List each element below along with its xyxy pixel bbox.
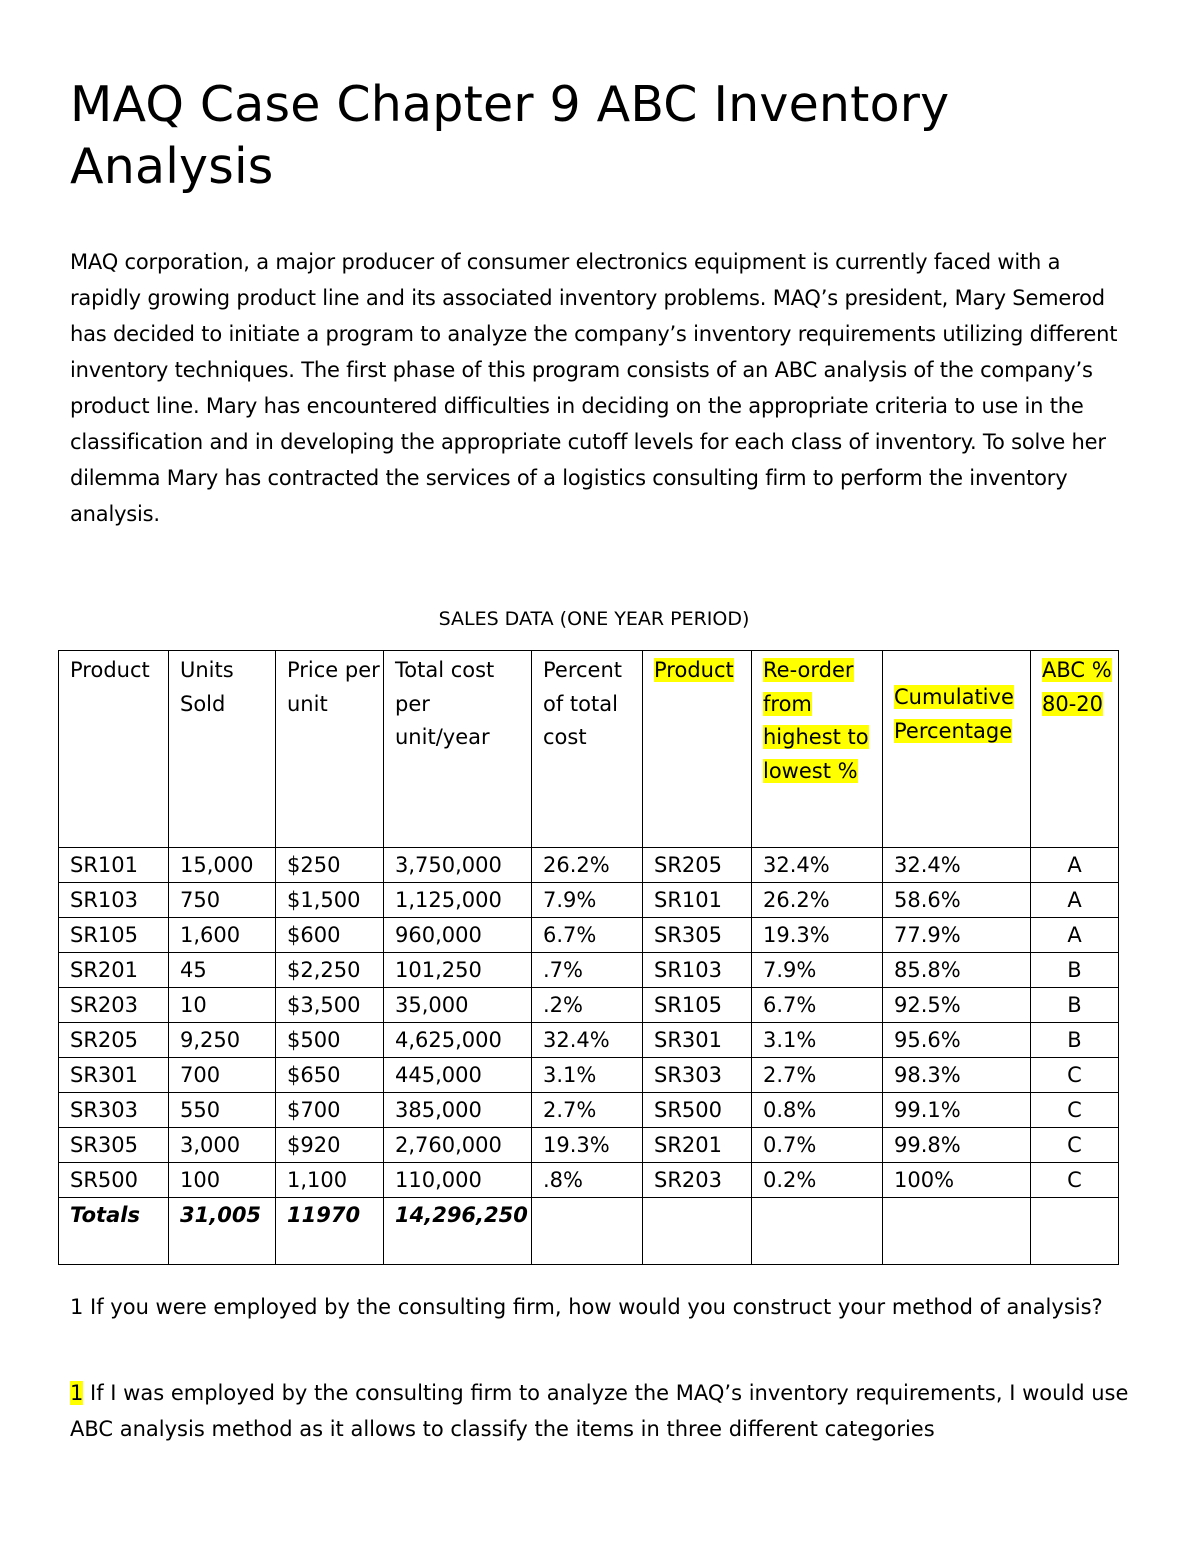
totals-row: [59, 1198, 1119, 1265]
cell-reorder-percent: 0.2%: [752, 1163, 883, 1198]
cell-price: $650: [276, 1058, 384, 1093]
cell-abc-class: A: [1031, 848, 1119, 883]
cell-reorder-percent: 19.3%: [752, 918, 883, 953]
cell-product-sorted: SR305: [643, 918, 752, 953]
cell-cumulative: 32.4%: [883, 848, 1031, 883]
cell-total-cost: 4,625,000: [384, 1023, 532, 1058]
totals-cell-price: 11970: [276, 1198, 384, 1265]
cell-price: $1,500: [276, 883, 384, 918]
table-row: [59, 953, 1119, 988]
cell-price: $2,250: [276, 953, 384, 988]
table-row: [59, 1023, 1119, 1058]
table-row: [59, 988, 1119, 1023]
cell-product: SR305: [59, 1128, 169, 1163]
cell-cumulative: 100%: [883, 1163, 1031, 1198]
totals-cell-percent: [532, 1198, 643, 1265]
cell-abc-class: A: [1031, 883, 1119, 918]
cell-cumulative: 99.8%: [883, 1128, 1031, 1163]
totals-cell-cumulative: [883, 1198, 1031, 1265]
cell-reorder-percent: 0.7%: [752, 1128, 883, 1163]
cell-percent: .7%: [532, 953, 643, 988]
cell-units-sold: 9,250: [169, 1023, 276, 1058]
cell-product: SR101: [59, 848, 169, 883]
cell-units-sold: 700: [169, 1058, 276, 1093]
cell-product: SR205: [59, 1023, 169, 1058]
cell-price: $250: [276, 848, 384, 883]
document-title: MAQ Case Chapter 9 ABC Inventory Analysis: [70, 76, 950, 195]
header-product: Product: [59, 651, 169, 848]
cell-product-sorted: SR500: [643, 1093, 752, 1128]
totals-cell-units-sold: 31,005: [169, 1198, 276, 1265]
cell-product: SR105: [59, 918, 169, 953]
cell-cumulative: 99.1%: [883, 1093, 1031, 1128]
table-row: [59, 1058, 1119, 1093]
cell-total-cost: 35,000: [384, 988, 532, 1023]
cell-percent: 32.4%: [532, 1023, 643, 1058]
answer-number: 1: [70, 1381, 84, 1405]
cell-units-sold: 3,000: [169, 1128, 276, 1163]
cell-total-cost: 101,250: [384, 953, 532, 988]
cell-total-cost: 3,750,000: [384, 848, 532, 883]
cell-total-cost: 385,000: [384, 1093, 532, 1128]
totals-cell-product: Totals: [59, 1198, 169, 1265]
header-total-cost: Total cost per unit/year: [384, 651, 532, 848]
cell-reorder-percent: 2.7%: [752, 1058, 883, 1093]
cell-cumulative: 92.5%: [883, 988, 1031, 1023]
cell-cumulative: 95.6%: [883, 1023, 1031, 1058]
table-row: [59, 918, 1119, 953]
cell-product: SR103: [59, 883, 169, 918]
table-row: [59, 1093, 1119, 1128]
cell-total-cost: 960,000: [384, 918, 532, 953]
cell-reorder-percent: 6.7%: [752, 988, 883, 1023]
sales-data-table: [58, 650, 1119, 1265]
cell-cumulative: 58.6%: [883, 883, 1031, 918]
cell-product: SR500: [59, 1163, 169, 1198]
cell-total-cost: 110,000: [384, 1163, 532, 1198]
cell-product-sorted: SR301: [643, 1023, 752, 1058]
cell-product-sorted: SR101: [643, 883, 752, 918]
cell-percent: 26.2%: [532, 848, 643, 883]
cell-percent: 2.7%: [532, 1093, 643, 1128]
cell-abc-class: C: [1031, 1163, 1119, 1198]
cell-total-cost: 445,000: [384, 1058, 532, 1093]
cell-percent: 3.1%: [532, 1058, 643, 1093]
cell-abc-class: B: [1031, 1023, 1119, 1058]
header-price-per-unit: Price per unit: [276, 651, 384, 848]
cell-total-cost: 2,760,000: [384, 1128, 532, 1163]
cell-percent: 19.3%: [532, 1128, 643, 1163]
cell-product: SR301: [59, 1058, 169, 1093]
totals-cell-abc-class: [1031, 1198, 1119, 1265]
table-row: [59, 1128, 1119, 1163]
header-cumulative-percentage: Cumulative Percentage: [883, 651, 1031, 848]
cell-abc-class: B: [1031, 953, 1119, 988]
cell-price: 1,100: [276, 1163, 384, 1198]
answer-paragraph: [70, 1375, 1140, 1447]
cell-product: SR303: [59, 1093, 169, 1128]
cell-price: $920: [276, 1128, 384, 1163]
question-text: 1 If you were employed by the consulting firm, how would you construct your method of analysis?: [70, 1295, 1103, 1319]
header-units-sold: Units Sold: [169, 651, 276, 848]
cell-price: $700: [276, 1093, 384, 1128]
cell-units-sold: 10: [169, 988, 276, 1023]
cell-reorder-percent: 26.2%: [752, 883, 883, 918]
cell-abc-class: B: [1031, 988, 1119, 1023]
cell-units-sold: 1,600: [169, 918, 276, 953]
header-product-sorted: Product: [643, 651, 752, 848]
cell-product-sorted: SR205: [643, 848, 752, 883]
table-row: [59, 848, 1119, 883]
cell-product: SR201: [59, 953, 169, 988]
cell-units-sold: 750: [169, 883, 276, 918]
cell-price: $600: [276, 918, 384, 953]
totals-cell-total-cost: 14,296,250: [384, 1198, 532, 1265]
cell-abc-class: C: [1031, 1093, 1119, 1128]
cell-reorder-percent: 3.1%: [752, 1023, 883, 1058]
cell-product-sorted: SR105: [643, 988, 752, 1023]
cell-percent: 7.9%: [532, 883, 643, 918]
cell-units-sold: 15,000: [169, 848, 276, 883]
header-percent-total-cost: Percent of total cost: [532, 651, 643, 848]
cell-cumulative: 77.9%: [883, 918, 1031, 953]
totals-cell-reorder-percent: [752, 1198, 883, 1265]
cell-product-sorted: SR303: [643, 1058, 752, 1093]
table-header-row: [59, 651, 1119, 848]
cell-product: SR203: [59, 988, 169, 1023]
header-reorder-percent: Re-order from highest to lowest %: [752, 651, 883, 848]
intro-paragraph: MAQ corporation, a major producer of consumer electronics equipment is currently faced with a rapidly growing product line and its associated inventory problems. MAQ’s president, Mary Semerod has decided to initiate a program to analyze the company’s inventory requirements utilizing different inventory techniques. The first phase of this program consists of an ABC analysis of the company’s product line. Mary has encountered difficulties in deciding on the appropriate criteria to use in the classification and in developing the appropriate cutoff levels for each class of inventory. To solve her dilemma Mary has contracted the services of a logistics consulting firm to perform the inventory analysis.: [70, 250, 1118, 526]
cell-units-sold: 550: [169, 1093, 276, 1128]
cell-units-sold: 100: [169, 1163, 276, 1198]
cell-units-sold: 45: [169, 953, 276, 988]
cell-abc-class: C: [1031, 1128, 1119, 1163]
cell-reorder-percent: 7.9%: [752, 953, 883, 988]
header-abc-class: ABC % 80-20: [1031, 651, 1119, 848]
cell-percent: .2%: [532, 988, 643, 1023]
cell-price: $500: [276, 1023, 384, 1058]
cell-percent: .8%: [532, 1163, 643, 1198]
cell-product-sorted: SR201: [643, 1128, 752, 1163]
cell-product-sorted: SR103: [643, 953, 752, 988]
answer-text: If I was employed by the consulting firm to analyze the MAQ’s inventory requirements, I would use ABC analysis method as it allows to classify the items in three different categories: [70, 1381, 1129, 1441]
table-row: [59, 1163, 1119, 1198]
cell-percent: 6.7%: [532, 918, 643, 953]
cell-reorder-percent: 0.8%: [752, 1093, 883, 1128]
table-row: [59, 883, 1119, 918]
cell-price: $3,500: [276, 988, 384, 1023]
cell-cumulative: 98.3%: [883, 1058, 1031, 1093]
cell-abc-class: A: [1031, 918, 1119, 953]
cell-reorder-percent: 32.4%: [752, 848, 883, 883]
totals-cell-product-sorted: [643, 1198, 752, 1265]
table-caption: SALES DATA (ONE YEAR PERIOD): [438, 608, 750, 630]
cell-cumulative: 85.8%: [883, 953, 1031, 988]
cell-product-sorted: SR203: [643, 1163, 752, 1198]
cell-abc-class: C: [1031, 1058, 1119, 1093]
cell-total-cost: 1,125,000: [384, 883, 532, 918]
